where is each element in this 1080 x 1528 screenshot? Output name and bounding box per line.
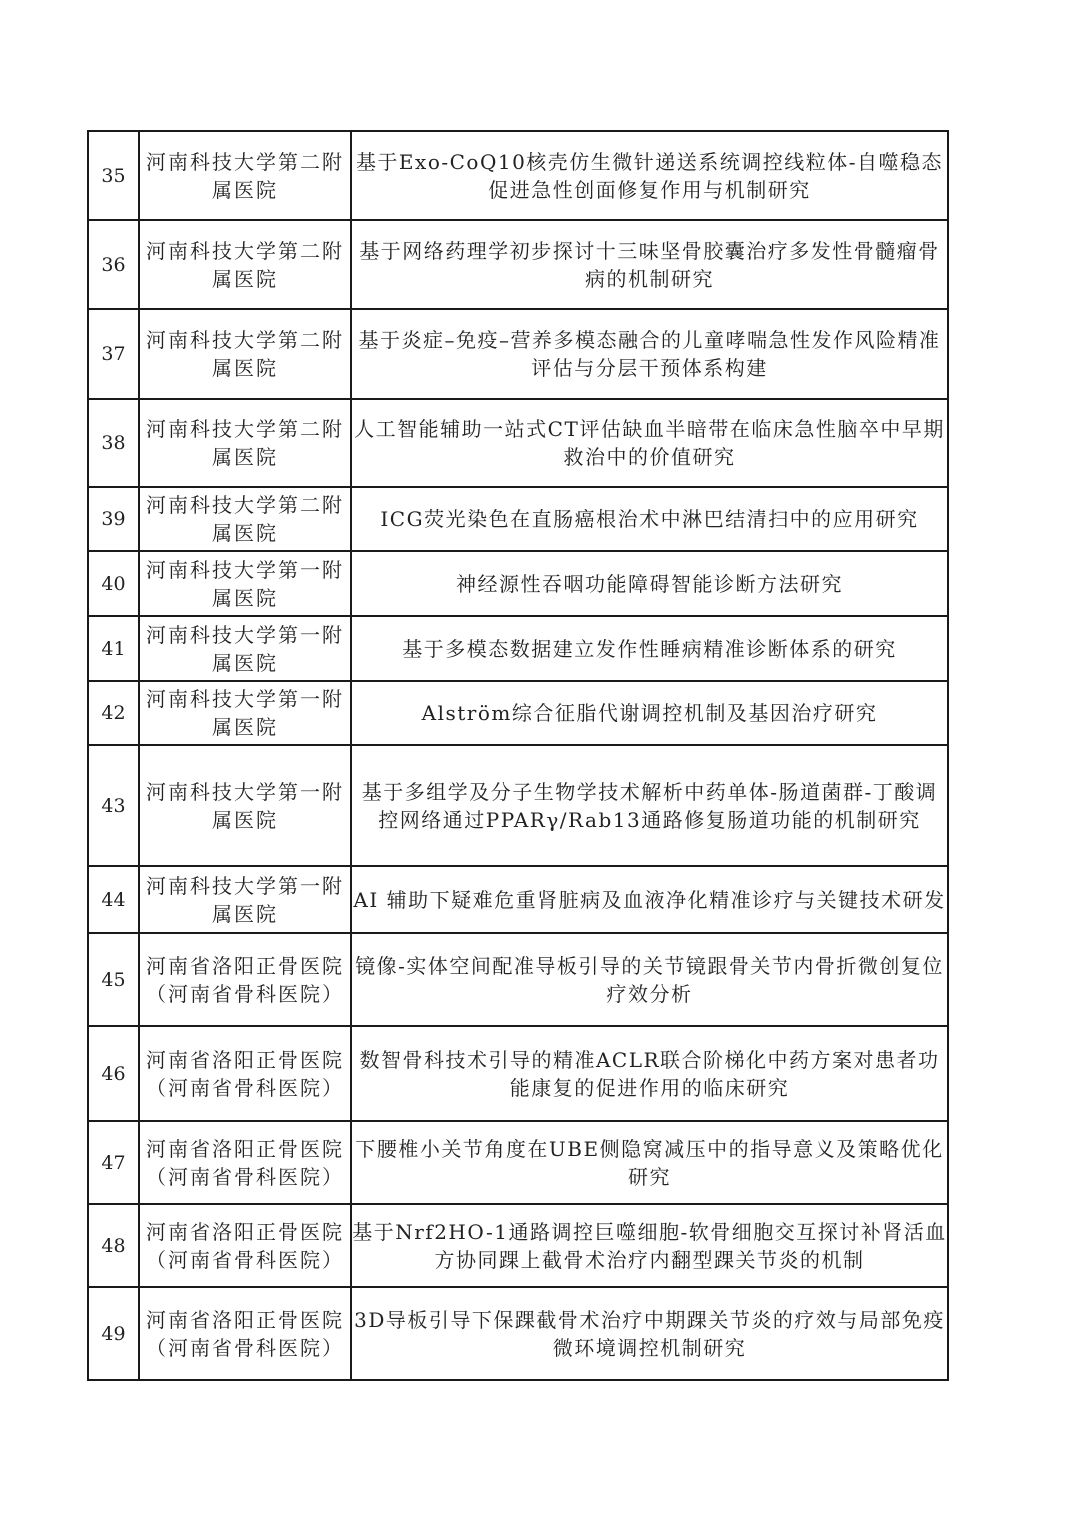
project-title: 基于Nrf2HO-1通路调控巨噬细胞-软骨细胞交互探讨补肾活血方协同踝上截骨术治疗内翻型踝关节炎的机制 (351, 1204, 948, 1287)
row-number: 38 (88, 399, 139, 487)
institution-cell (139, 551, 351, 616)
table-row (88, 1204, 948, 1287)
row-number: 46 (88, 1026, 139, 1121)
row-number: 47 (88, 1121, 139, 1204)
project-title: 基于多模态数据建立发作性睡病精准诊断体系的研究 (351, 616, 948, 681)
table-row (88, 399, 948, 487)
row-number: 37 (88, 309, 139, 399)
institution-cell (139, 681, 351, 745)
project-title: 基于多组学及分子生物学技术解析中药单体-肠道菌群-丁酸调控网络通过PPARγ/Rab13通路修复肠道功能的机制研究 (351, 745, 948, 866)
project-title: 下腰椎小关节角度在UBE侧隐窝减压中的指导意义及策略优化研究 (351, 1121, 948, 1204)
row-number: 48 (88, 1204, 139, 1287)
row-number: 43 (88, 745, 139, 866)
table-row (88, 551, 948, 616)
institution-cell (139, 487, 351, 551)
row-number: 42 (88, 681, 139, 745)
table-row (88, 933, 948, 1026)
row-number: 49 (88, 1287, 139, 1380)
institution-name: 河南科技大学第一附属医院 (146, 779, 344, 832)
table-row (88, 866, 948, 933)
table-row (88, 1121, 948, 1204)
project-title: ICG荧光染色在直肠癌根治术中淋巴结清扫中的应用研究 (351, 487, 948, 551)
institution-cell (139, 1287, 351, 1380)
project-title: 基于炎症–免疫–营养多模态融合的儿童哮喘急性发作风险精准评估与分层干预体系构建 (351, 309, 948, 399)
table-row (88, 681, 948, 745)
institution-name: 河南科技大学第一附属医院 (146, 873, 344, 926)
institution-name: 河南科技大学第二附属医院 (146, 238, 344, 291)
institution-cell (139, 309, 351, 399)
institution-cell (139, 220, 351, 309)
project-title: AI 辅助下疑难危重肾脏病及血液净化精准诊疗与关键技术研发 (351, 866, 948, 933)
table-row (88, 745, 948, 866)
institution-name: 河南科技大学第二附属医院 (146, 149, 344, 202)
institution-cell (139, 616, 351, 681)
project-title: 神经源性吞咽功能障碍智能诊断方法研究 (351, 551, 948, 616)
institution-cell (139, 1026, 351, 1121)
institution-name: 河南省洛阳正骨医院（河南省骨科医院） (146, 1136, 344, 1189)
project-title: 基于网络药理学初步探讨十三味坚骨胶囊治疗多发性骨髓瘤骨病的机制研究 (351, 220, 948, 309)
institution-cell (139, 745, 351, 866)
institution-name: 河南省洛阳正骨医院（河南省骨科医院） (146, 1219, 344, 1272)
institution-name: 河南科技大学第二附属医院 (146, 328, 344, 380)
institution-name: 河南省洛阳正骨医院（河南省骨科医院） (146, 1047, 344, 1100)
institution-name: 河南科技大学第一附属医院 (146, 622, 344, 675)
institution-cell (139, 933, 351, 1026)
row-number: 45 (88, 933, 139, 1026)
table-row (88, 616, 948, 681)
row-number: 44 (88, 866, 139, 933)
table-row (88, 131, 948, 220)
project-title: 数智骨科技术引导的精准ACLR联合阶梯化中药方案对患者功能康复的促进作用的临床研究 (351, 1026, 948, 1121)
project-title: 人工智能辅助一站式CT评估缺血半暗带在临床急性脑卒中早期救治中的价值研究 (351, 399, 948, 487)
project-title: 3D导板引导下保踝截骨术治疗中期踝关节炎的疗效与局部免疫微环境调控机制研究 (351, 1287, 948, 1380)
project-title: Alström综合征脂代谢调控机制及基因治疗研究 (351, 681, 948, 745)
row-number: 41 (88, 616, 139, 681)
table-row (88, 1287, 948, 1380)
project-title: 基于Exo-CoQ10核壳仿生微针递送系统调控线粒体-自噬稳态促进急性创面修复作用与机制研究 (351, 131, 948, 220)
table-row (88, 1026, 948, 1121)
institution-cell (139, 131, 351, 220)
row-number: 39 (88, 487, 139, 551)
row-number: 40 (88, 551, 139, 616)
institution-cell (139, 399, 351, 487)
institution-name: 河南省洛阳正骨医院（河南省骨科医院） (146, 953, 344, 1006)
institution-cell (139, 1204, 351, 1287)
institution-cell (139, 866, 351, 933)
institution-cell (139, 1121, 351, 1204)
institution-name: 河南科技大学第一附属医院 (146, 557, 344, 610)
table-row (88, 487, 948, 551)
row-number: 36 (88, 220, 139, 309)
table-row (88, 309, 948, 399)
table-row (88, 220, 948, 309)
institution-name: 河南省洛阳正骨医院（河南省骨科医院） (146, 1307, 344, 1360)
row-number: 35 (88, 131, 139, 220)
project-table (87, 130, 949, 1381)
project-title: 镜像-实体空间配准导板引导的关节镜跟骨关节内骨折微创复位疗效分析 (351, 933, 948, 1026)
institution-name: 河南科技大学第一附属医院 (146, 687, 344, 739)
institution-name: 河南科技大学第二附属医院 (146, 417, 344, 469)
institution-name: 河南科技大学第二附属医院 (146, 493, 344, 545)
